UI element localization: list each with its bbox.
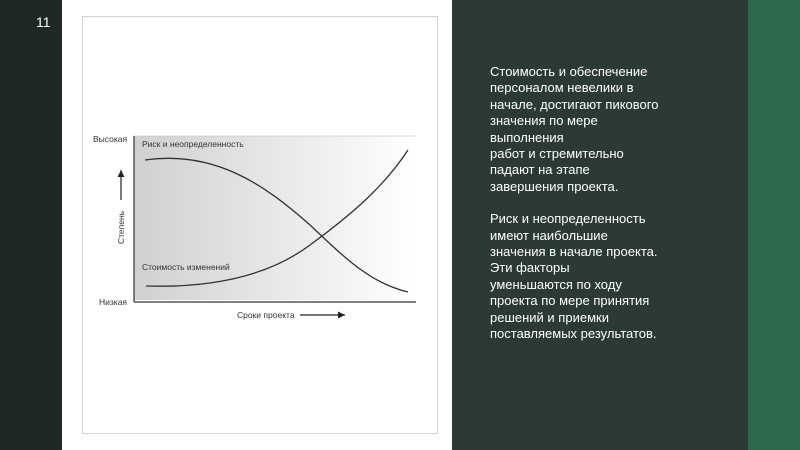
paragraph-cost: Стоимость и обеспечение персоналом невелики в начале, достигают пикового значения по мере выполнения работ и стремительно падают на этапе завершения проекта.: [490, 64, 659, 194]
curve-risk-label: Риск и неопределенность: [142, 139, 244, 149]
x-axis-label: Сроки проекта: [237, 310, 295, 320]
curve-cost-label: Стоимость изменений: [142, 262, 230, 272]
y-low-label: Низкая: [99, 297, 128, 307]
accent-strip: [748, 0, 800, 450]
paragraph-risk: Риск и неопределенность имеют наибольшие значения в начале проекта. Эти факторы уменьшаются по ходу проекта по мере принятия решений и приемки поставляемых результатов.: [490, 211, 658, 342]
y-axis-label: Степень: [116, 210, 126, 244]
slide-number: 11: [36, 14, 51, 30]
plot-area: [134, 136, 416, 300]
slide-text: [490, 64, 740, 359]
y-high-label: Высокая: [93, 134, 128, 144]
